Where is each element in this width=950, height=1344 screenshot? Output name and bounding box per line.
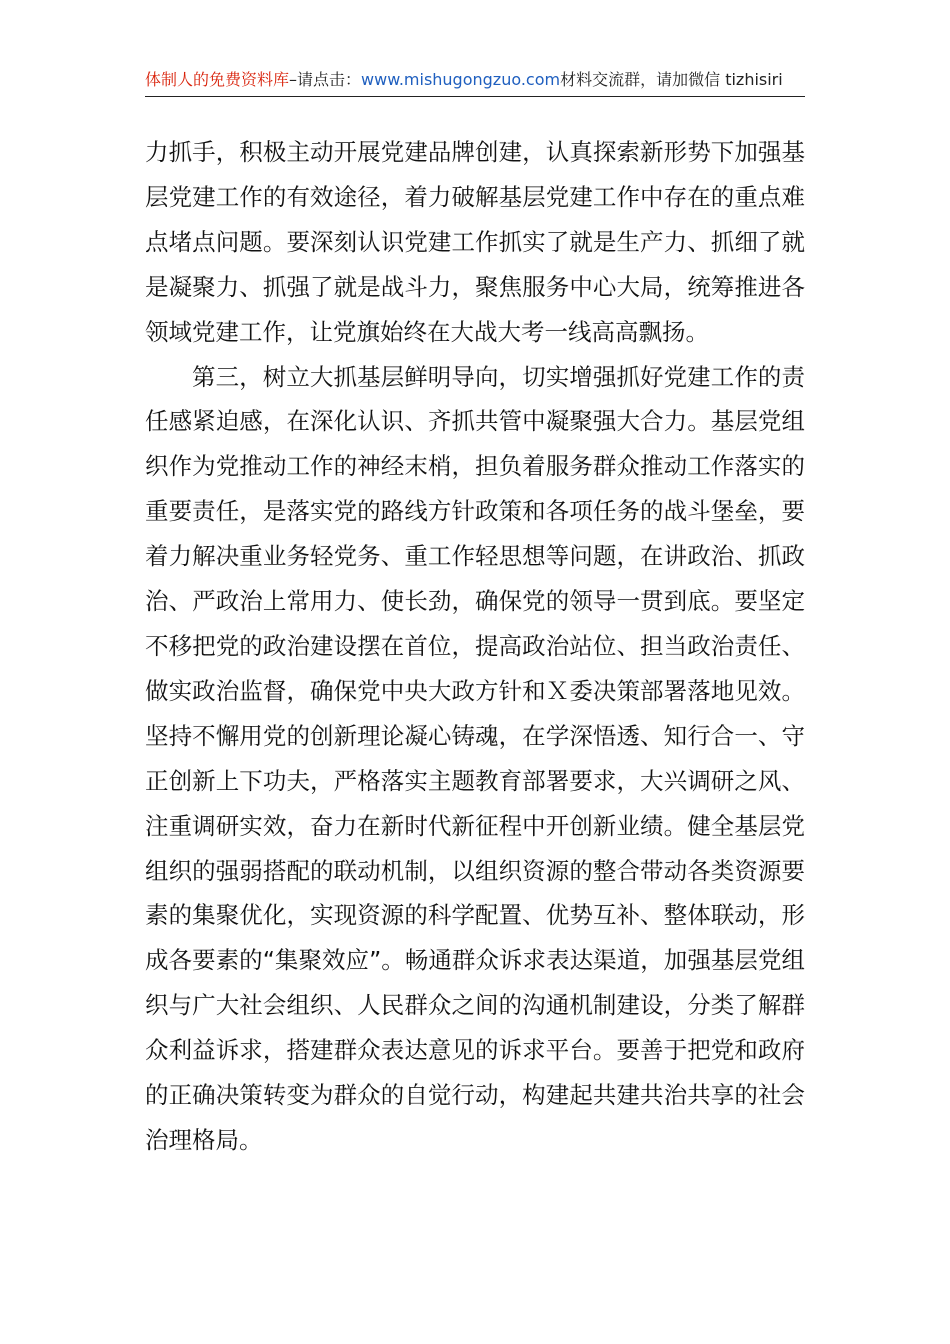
header-divider [145,96,805,97]
header-note: 材料交流群，请加微信 tizhisiri [560,70,783,89]
header-site-link[interactable]: www.mishugongzuo.com [361,70,561,89]
document-body [145,130,805,1163]
header-brand: 体制人的免费资料库 [145,70,290,89]
paragraph-continuation: 力抓手，积极主动开展党建品牌创建，认真探索新形势下加强基层党建工作的有效途径，着力破解基层党建工作中存在的重点难点堵点问题。要深刻认识党建工作抓实了就是生产力、抓细了就是凝聚力、抓强了就是战斗力，聚焦服务中心大局，统筹推进各领域党建工作，让党旗始终在大战大考一线高高飘扬。 [145,138,805,346]
page-header [145,66,805,96]
header-prompt: –请点击： [289,70,362,89]
paragraph-third-point: 第三，树立大抓基层鲜明导向，切实增强抓好党建工作的责任感紧迫感，在深化认识、齐抓共管中凝聚强大合力。基层党组织作为党推动工作的神经末梢，担负着服务群众推动工作落实的重要责任，是落实党的路线方针政策和各项任务的战斗堡垒，要着力解决重业务轻党务、重工作轻思想等问题，在讲政治、抓政治、严政治上常用力、使长劲，确保党的领导一贯到底。要坚定不移把党的政治建设摆在首位，提高政治站位、担当政治责任、做实政治监督，确保党中央大政方针和Ｘ委决策部署落地见效。坚持不懈用党的创新理论凝心铸魂，在学深悟透、知行合一、守正创新上下功夫，严格落实主题教育部署要求，大兴调研之风、注重调研实效，奋力在新时代新征程中开创新业绩。健全基层党组织的强弱搭配的联动机制，以组织资源的整合带动各类资源要素的集聚优化，实现资源的科学配置、优势互补、整体联动，形成各要素的“集聚效应”。畅通群众诉求表达渠道，加强基层党组织与广大社会组织、人民群众之间的沟通机制建设，分类了解群众利益诉求，搭建群众表达意见的诉求平台。要善于把党和政府的正确决策转变为群众的自觉行动，构建起共建共治共享的社会治理格局。 [145,362,805,1154]
